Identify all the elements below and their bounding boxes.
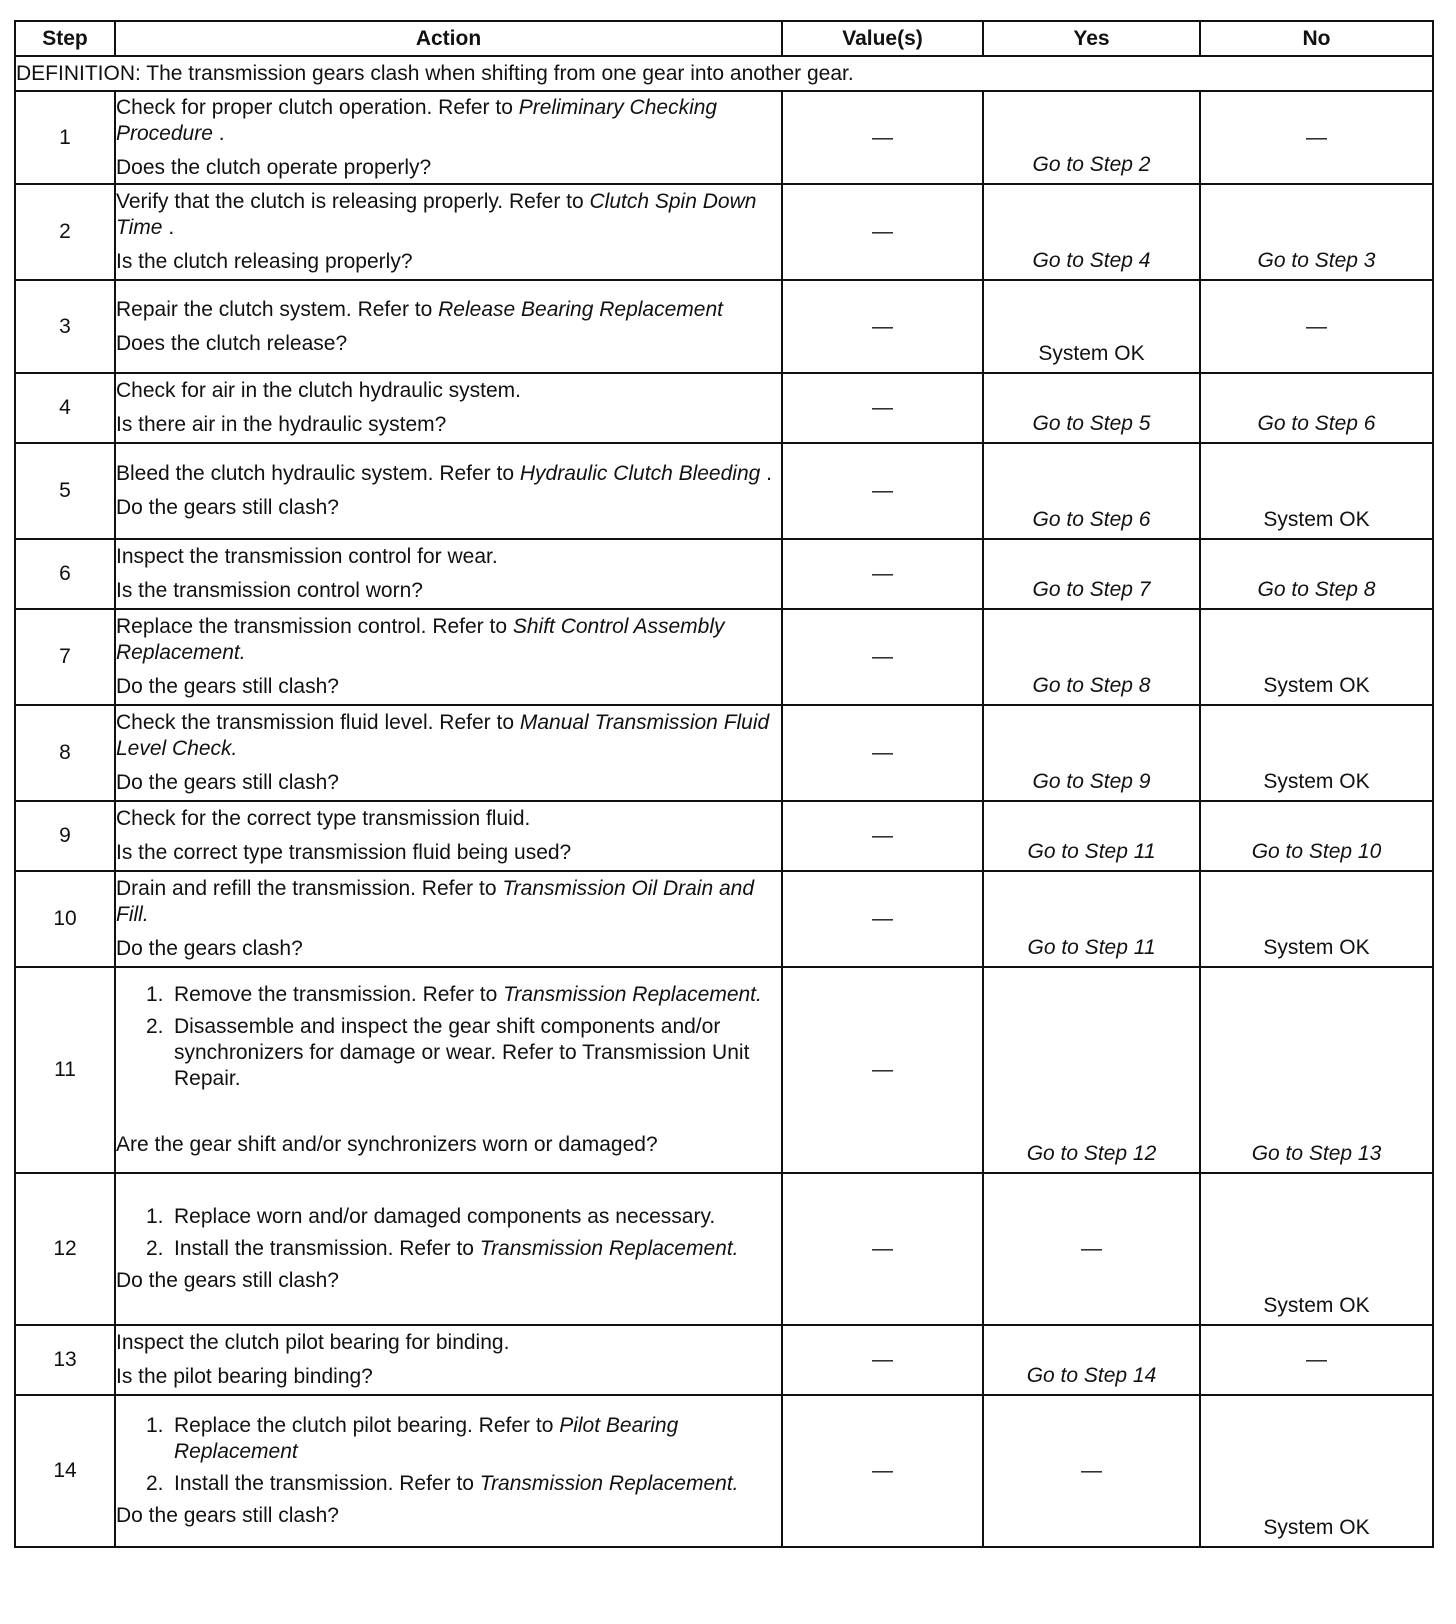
no-cell-text: Go to Step 6 [1257, 412, 1376, 435]
header-step: Step [15, 21, 115, 56]
action-cell [115, 443, 782, 539]
instruction-text: Check for air in the clutch hydraulic system. [116, 379, 521, 402]
step-number: 2 [15, 184, 115, 280]
list-item [146, 1471, 781, 1497]
procedure-list [116, 982, 781, 1092]
value-cell: — [782, 539, 983, 609]
list-text-plain: Disassemble and inspect the gear shift components and/or synchronizers for damage or wear. Refer to Transmission Unit Repair. [174, 1015, 750, 1090]
reference-link: Shift Control Assembly Replacement. [116, 615, 725, 664]
instruction [116, 95, 781, 147]
table-row [15, 1395, 1433, 1547]
no-cell [1200, 1395, 1433, 1547]
question-text: Are the gear shift and/or synchronizers worn or damaged? [116, 1133, 658, 1156]
table-row [15, 871, 1433, 967]
table-row [15, 539, 1433, 609]
value-cell: — [782, 184, 983, 280]
table-row [15, 1325, 1433, 1395]
yes-cell [983, 373, 1200, 443]
diagnostic-table-sheet [14, 20, 1432, 1548]
step-number: 6 [15, 539, 115, 609]
yes-cell-text: Go to Step 2 [1032, 153, 1151, 176]
reference-link: Pilot Bearing Replacement [174, 1414, 679, 1463]
instruction-text: Drain and refill the transmission. Refer to [116, 877, 503, 900]
question-text: Does the clutch operate properly? [116, 155, 432, 179]
list-number: 2. [146, 1015, 164, 1038]
reference-suffix: . [212, 121, 225, 145]
list-text [174, 1204, 781, 1230]
step-number: 5 [15, 443, 115, 539]
yes-cell [983, 871, 1200, 967]
reference-link: Transmission Oil Drain and Fill. [116, 877, 755, 926]
action-cell [115, 705, 782, 801]
yes-cell-text: Go to Step 14 [1026, 1364, 1157, 1387]
no-cell: — [1200, 91, 1433, 184]
instruction [116, 461, 781, 487]
list-number: 2. [146, 1237, 164, 1260]
table-row [15, 705, 1433, 801]
list-item [146, 982, 781, 1008]
step-number: 13 [15, 1325, 115, 1395]
action-cell [115, 280, 782, 373]
value-cell: — [782, 1173, 983, 1325]
list-text [174, 1413, 781, 1465]
step-number: 14 [15, 1395, 115, 1547]
question-text: Do the gears still clash? [116, 771, 339, 794]
table-row [15, 184, 1433, 280]
instruction [116, 297, 781, 323]
table-row [15, 1173, 1433, 1325]
yes-cell: — [983, 1395, 1200, 1547]
instruction-text: Replace the transmission control. Refer to [116, 615, 513, 638]
yes-cell [983, 280, 1200, 373]
yes-cell [983, 967, 1200, 1173]
list-item [146, 1204, 781, 1230]
list-text-plain: Replace worn and/or damaged components as necessary. [174, 1205, 716, 1228]
list-text [174, 1471, 781, 1497]
instruction-text: Check for proper clutch operation. Refer to [116, 95, 519, 119]
question-text: Do the gears still clash? [116, 496, 339, 519]
action-cell [115, 1395, 782, 1547]
yes-cell-text: System OK [1038, 342, 1145, 365]
no-cell [1200, 871, 1433, 967]
reference-link: Release Bearing Replacement [438, 297, 723, 321]
value-cell: — [782, 967, 983, 1173]
yes-cell-text: Go to Step 12 [1026, 1142, 1157, 1165]
no-cell [1200, 705, 1433, 801]
list-number: 1. [146, 1205, 164, 1228]
value-cell: — [782, 609, 983, 705]
instruction-text: Inspect the transmission control for wear. [116, 545, 498, 568]
no-cell-text: System OK [1263, 770, 1370, 793]
instruction [116, 876, 781, 928]
no-cell-text: System OK [1263, 1294, 1370, 1317]
yes-cell-text: Go to Step 7 [1032, 578, 1151, 601]
action-cell [115, 184, 782, 280]
list-number: 1. [146, 1414, 164, 1437]
step-number: 10 [15, 871, 115, 967]
value-cell: — [782, 1325, 983, 1395]
yes-cell-text: Go to Step 9 [1032, 770, 1151, 793]
no-cell-text: Go to Step 10 [1251, 840, 1382, 863]
reference-link: Transmission Replacement. [503, 983, 762, 1006]
yes-cell-text: Go to Step 6 [1032, 508, 1151, 531]
step-number: 9 [15, 801, 115, 871]
question-text: Do the gears still clash? [116, 1504, 339, 1527]
value-cell: — [782, 280, 983, 373]
list-text-plain: Install the transmission. Refer to [174, 1472, 480, 1495]
step-number: 1 [15, 91, 115, 184]
no-cell-text: Go to Step 13 [1251, 1142, 1382, 1165]
no-cell [1200, 373, 1433, 443]
yes-cell-text: Go to Step 11 [1027, 936, 1156, 959]
instruction-text: Verify that the clutch is releasing properly. Refer to [116, 190, 590, 213]
yes-cell [983, 184, 1200, 280]
yes-cell [983, 705, 1200, 801]
reference-suffix: . [760, 462, 772, 485]
list-number: 2. [146, 1472, 164, 1495]
table-row [15, 609, 1433, 705]
reference-link: Transmission Replacement. [479, 1472, 739, 1495]
step-number: 11 [15, 967, 115, 1173]
diagnostic-table [14, 20, 1434, 1548]
yes-cell-text: Go to Step 11 [1027, 840, 1156, 863]
action-cell [115, 91, 782, 184]
value-cell: — [782, 871, 983, 967]
reference-link: Clutch Spin Down Time [116, 190, 757, 239]
no-cell [1200, 443, 1433, 539]
action-cell [115, 373, 782, 443]
header-row [15, 21, 1433, 56]
header-action: Action [115, 21, 782, 56]
list-text [174, 1236, 781, 1262]
yes-cell [983, 609, 1200, 705]
reference-link: Manual Transmission Fluid Level Check. [116, 711, 770, 760]
no-cell: — [1200, 1325, 1433, 1395]
step-number: 4 [15, 373, 115, 443]
header-yes: Yes [983, 21, 1200, 56]
instruction-text: Check the transmission fluid level. Refer to [116, 711, 520, 734]
no-cell [1200, 801, 1433, 871]
value-cell: — [782, 705, 983, 801]
table-row [15, 373, 1433, 443]
instruction [116, 806, 781, 832]
question-text: Is the clutch releasing properly? [116, 250, 413, 273]
question-text: Do the gears still clash? [116, 1269, 339, 1292]
procedure-list [116, 1204, 781, 1262]
definition-text: DEFINITION: The transmission gears clash when shifting from one gear into another gear. [15, 56, 1433, 91]
action-cell [115, 539, 782, 609]
reference-link: Transmission Replacement. [479, 1237, 739, 1260]
action-cell [115, 1173, 782, 1325]
no-cell-text: System OK [1263, 936, 1370, 959]
yes-cell [983, 1325, 1200, 1395]
value-cell: — [782, 801, 983, 871]
instruction: Inspect the clutch pilot bearing for binding. [116, 1331, 510, 1354]
question-text: Does the clutch release? [116, 331, 348, 355]
action-cell [115, 609, 782, 705]
no-cell-text: Go to Step 3 [1257, 249, 1376, 272]
list-text-plain: Install the transmission. Refer to [174, 1237, 480, 1260]
instruction-text: Bleed the clutch hydraulic system. Refer to [116, 462, 520, 485]
no-cell-text: System OK [1263, 508, 1370, 531]
yes-cell-text: Go to Step 8 [1032, 674, 1151, 697]
table-row [15, 801, 1433, 871]
yes-cell [983, 91, 1200, 184]
instruction [116, 378, 781, 404]
list-item [146, 1236, 781, 1262]
no-cell-text: System OK [1263, 1516, 1370, 1539]
action-cell [115, 967, 782, 1173]
table-row [15, 967, 1433, 1173]
reference-link: Hydraulic Clutch Bleeding [519, 462, 761, 485]
spacer [116, 1098, 781, 1132]
value-cell: — [782, 443, 983, 539]
question-text: Is the correct type transmission fluid being used? [116, 841, 572, 864]
reference-suffix: . [162, 216, 175, 239]
no-cell [1200, 1173, 1433, 1325]
question-text: Is the pilot bearing binding? [116, 1365, 373, 1388]
instruction [116, 614, 781, 666]
table-row [15, 280, 1433, 373]
action-cell [115, 871, 782, 967]
yes-cell-text: Go to Step 5 [1032, 412, 1151, 435]
question-text: Is the transmission control worn? [116, 579, 423, 602]
value-cell: — [782, 373, 983, 443]
definition-row [15, 56, 1433, 91]
procedure-list [116, 1413, 781, 1497]
step-number: 7 [15, 609, 115, 705]
list-item [146, 1413, 781, 1465]
list-number: 1. [146, 983, 164, 1006]
instruction [116, 189, 781, 241]
table-row [15, 443, 1433, 539]
header-no: No [1200, 21, 1433, 56]
table-row [15, 91, 1433, 184]
no-cell [1200, 539, 1433, 609]
list-item [146, 1014, 781, 1092]
instruction [116, 710, 781, 762]
yes-cell: — [983, 1173, 1200, 1325]
question-text: Do the gears still clash? [116, 675, 339, 698]
instruction-text: Check for the correct type transmission fluid. [116, 807, 531, 830]
instruction-text: Repair the clutch system. Refer to [116, 297, 439, 321]
value-cell: — [782, 91, 983, 184]
instruction [116, 544, 781, 570]
yes-cell [983, 801, 1200, 871]
yes-cell [983, 539, 1200, 609]
step-number: 3 [15, 280, 115, 373]
value-cell: — [782, 1395, 983, 1547]
question-text: Is there air in the hydraulic system? [116, 413, 447, 436]
no-cell [1200, 967, 1433, 1173]
list-text [174, 1014, 781, 1092]
action-cell [115, 1325, 782, 1395]
no-cell-text: System OK [1263, 674, 1370, 697]
step-number: 8 [15, 705, 115, 801]
list-text-plain: Remove the transmission. Refer to [174, 983, 504, 1006]
question-text: Do the gears clash? [116, 937, 303, 960]
no-cell [1200, 609, 1433, 705]
header-values: Value(s) [782, 21, 983, 56]
yes-cell-text: Go to Step 4 [1032, 249, 1151, 272]
yes-cell [983, 443, 1200, 539]
step-number: 12 [15, 1173, 115, 1325]
list-text-plain: Replace the clutch pilot bearing. Refer to [174, 1414, 560, 1437]
list-text [174, 982, 781, 1008]
action-cell [115, 801, 782, 871]
no-cell [1200, 184, 1433, 280]
no-cell-text: Go to Step 8 [1257, 578, 1376, 601]
no-cell: — [1200, 280, 1433, 373]
reference-link: Preliminary Checking Procedure [116, 95, 718, 145]
